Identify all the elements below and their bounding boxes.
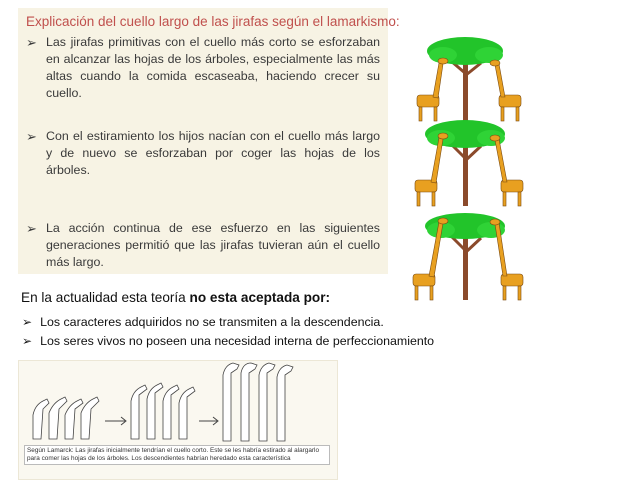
giraffe-evolution-sketch [18, 360, 338, 480]
panel-title: Explicación del cuello largo de las jirafas según el lamarkismo: [26, 14, 400, 29]
giraffe-icon [417, 58, 448, 121]
arrowhead-bullet-icon: ➢ [26, 129, 37, 144]
arrowhead-bullet-icon: ➢ [22, 315, 33, 329]
sketch-caption: Según Lamarck: Las jirafas inicialmente tendrían el cuello corto. Este se les habría estirado al alargarlo para comer las hojas de los árboles. Los descendientes habrían heredado esta característica [24, 445, 330, 465]
giraffe-icon [33, 397, 99, 439]
giraffe-tree-illustration-2 [403, 118, 533, 208]
arrowhead-bullet-icon: ➢ [26, 35, 37, 50]
bullet-item [26, 34, 380, 102]
giraffe-icon [223, 363, 293, 441]
giraffe-icon [131, 383, 195, 439]
bullet-text: La acción continua de ese esfuerzo en las siguientes generaciones permitió que las jirafas tuvieran aún el cuello más largo. [46, 221, 380, 269]
conclusion-prefix: En la actualidad esta teoría [21, 290, 190, 305]
objection-text: Los seres vivos no poseen una necesidad interna de perfeccionamiento [40, 334, 435, 348]
objection-item [22, 315, 384, 329]
bullet-item [26, 128, 380, 179]
arrow-right-icon [199, 417, 218, 425]
bullet-text: Con el estiramiento los hijos nacían con el cuello más largo y de nuevo se esforzaban por coger las hojas de los árboles. [46, 129, 380, 177]
objection-item [22, 334, 434, 348]
arrowhead-bullet-icon: ➢ [26, 221, 37, 236]
objection-text: Los caracteres adquiridos no se transmiten a la descendencia. [40, 315, 384, 329]
bullet-item [26, 220, 380, 271]
arrow-right-icon [105, 417, 126, 425]
lamarck-explanation-panel [18, 8, 400, 274]
giraffe-tree-illustration-1 [403, 33, 533, 123]
conclusion-emphasis: no esta aceptada por: [189, 290, 331, 305]
giraffe-icon [490, 60, 521, 121]
sketch-drawing [19, 361, 337, 445]
conclusion-heading [21, 290, 330, 305]
arrowhead-bullet-icon: ➢ [22, 334, 33, 348]
bullet-text: Las jirafas primitivas con el cuello más corto se esforzaban en alcanzar las hojas de los árboles, especialmente las más altas cuando la comida escaseaba, haciendo crecer su cuello. [46, 35, 380, 100]
giraffe-tree-illustration-3 [403, 212, 533, 302]
